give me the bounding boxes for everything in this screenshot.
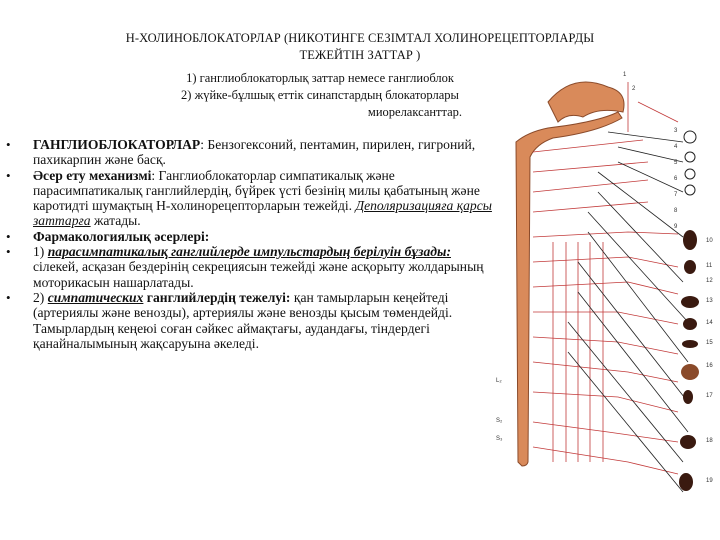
autonomic-nervous-system-diagram [478, 62, 718, 510]
bullet-5-number: 2) [33, 289, 48, 305]
figure-label: 14 [706, 320, 713, 326]
nerve-lines [533, 82, 678, 474]
figure-label: 16 [706, 363, 713, 369]
bullet-icon: • [6, 289, 11, 305]
bullet-item-5 [6, 290, 496, 351]
figure-label: 19 [706, 478, 713, 484]
lung-icon [683, 230, 697, 250]
bullet-icon: • [6, 228, 11, 244]
figure-label: 4 [674, 144, 678, 150]
figure-label: L₂ [496, 378, 502, 384]
bullet-2-italic: Деполяризацияға қарсы заттарға [33, 198, 492, 229]
bullet-4-text: сілекей, асқазан бездерінің секрециясын тежейді және асқорыту жолдарының моторикасын нашарлатады. [33, 259, 484, 290]
gland-icon [685, 152, 695, 162]
bullet-list [6, 137, 496, 351]
bullet-4-italic: парасимпатикалық ганглийлерде импульстардың берілуін бұзады: [47, 244, 451, 260]
figure-label: 11 [706, 263, 713, 269]
figure-label: 5 [674, 160, 678, 166]
figure-label: 7 [674, 192, 678, 198]
bullet-icon: • [6, 167, 11, 183]
figure-label: 17 [706, 393, 713, 399]
eye-icon [684, 131, 696, 143]
slide-title-line2: ТЕЖЕЙТІН ЗАТТАР ) [299, 48, 421, 62]
figure-label: 18 [706, 438, 713, 444]
figure-label: 12 [706, 278, 713, 284]
bullet-4-number: 1) [33, 244, 48, 260]
bullet-5-italic: симпатических [47, 289, 144, 305]
stomach-icon [683, 318, 697, 330]
pancreas-icon [682, 340, 698, 348]
organ-icons [679, 131, 699, 491]
bullet-1-text: : Бензогексоний, пентамин, пирилен, гигроний, пахикарпин және басқ. [33, 137, 476, 168]
genital-icon [679, 473, 693, 491]
bullet-2-heading: Әсер ету механизмі [33, 167, 152, 183]
bullet-item-4 [6, 244, 496, 290]
figure-label: 3 [674, 128, 678, 134]
figure-label: 10 [706, 238, 713, 244]
bullet-icon: • [6, 244, 11, 260]
gland-icon [685, 185, 695, 195]
subtitle-3: миорелаксанттар. [367, 105, 463, 119]
bullet-2-text: : Ганглиоблокаторлар симпатикалық және парасимпатикалық ганглийлердің, бүйрек үсті безінің милы қабатының және каротидті шумақтың Н-холинорецепторларын тежейді. [33, 167, 480, 214]
intestine-icon [681, 364, 699, 380]
subtitle-block [120, 70, 520, 121]
bullet-item-2 [6, 168, 496, 229]
figure-label: 2 [632, 86, 636, 92]
bullet-icon: • [6, 137, 11, 152]
bullet-5-text: қан тамырларын кеңейтеді (артериялы және венозды), артериялы және венозды қысым төмендейді. Тамырлардың кеңеюі соған сәйкес аймақтағы, аудандағы, тіндердегі қанайналымының жақсаруына әкеледі. [33, 289, 453, 351]
subtitle-2: 2) жүйке-бұлшық еттік синапстардың блокаторлары [181, 88, 459, 102]
figure-label: 6 [674, 176, 678, 182]
figure-label: 13 [706, 298, 713, 304]
liver-icon [681, 296, 699, 308]
slide-title-line1: Н-ХОЛИНОБЛОКАТОРЛАР (НИКОТИНГЕ СЕЗІМТАЛ ХОЛИНОРЕЦЕПТОРЛАРДЫ [125, 31, 595, 45]
bullet-item-1 [6, 137, 496, 168]
slide-title [40, 30, 680, 64]
subtitle-1: 1) ганглиоблокаторлық заттар немесе ганглиоблок [186, 71, 454, 85]
gland-icon [685, 169, 695, 179]
figure-label: S₃ [496, 436, 503, 442]
figure-label: 15 [706, 340, 713, 346]
kidney-icon [683, 390, 693, 404]
figure-label: 9 [674, 224, 678, 230]
figure-label: S₂ [496, 418, 503, 424]
bladder-icon [680, 435, 696, 449]
spinal-cord [516, 112, 622, 466]
bullet-item-3 [6, 229, 496, 244]
bullet-1-heading: ГАНГЛИОБЛОКАТОРЛАР [33, 137, 201, 152]
bullet-2-tail: жатады. [90, 213, 141, 229]
figure-label: 1 [623, 72, 627, 78]
bullet-5-bold: ганглийлердің тежелуі: [143, 289, 291, 305]
bullet-3-heading: Фармакологиялық әсерлері: [33, 228, 210, 244]
heart-icon [684, 260, 696, 274]
figure-label: 8 [674, 208, 678, 214]
